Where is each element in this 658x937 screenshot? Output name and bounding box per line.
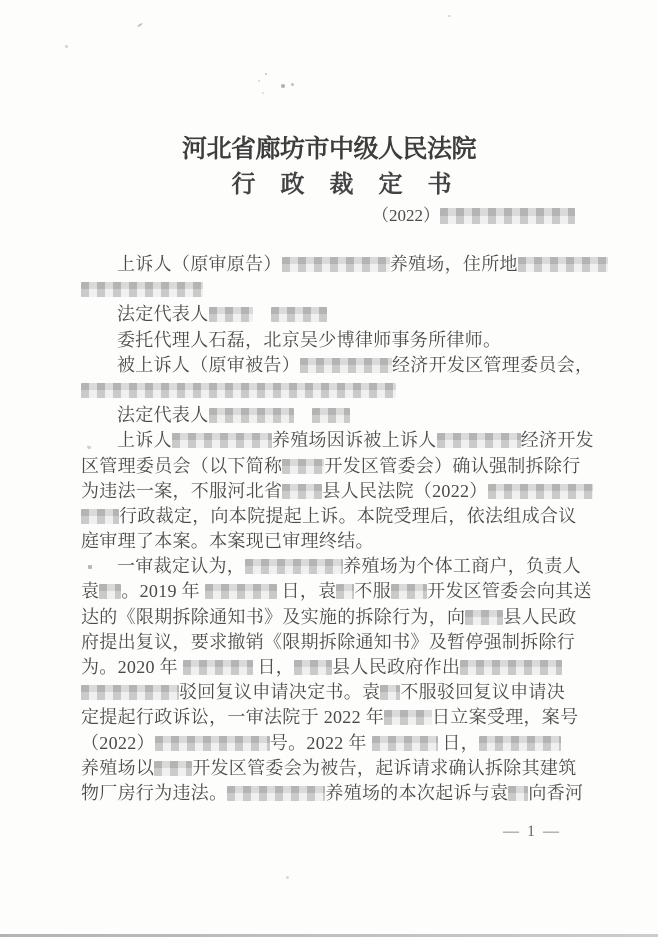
text-segment xyxy=(253,304,271,324)
redaction-block xyxy=(227,786,325,801)
text-segment: 日， xyxy=(437,732,479,753)
document-line xyxy=(81,554,581,579)
redaction-block xyxy=(282,257,390,272)
redaction-block xyxy=(81,282,203,297)
redaction-block xyxy=(508,786,528,801)
redaction-block xyxy=(479,736,561,751)
redaction-block xyxy=(81,685,179,700)
text-segment: 号。2022 年 xyxy=(269,732,372,753)
text-segment: 日立案受理，案号 xyxy=(432,707,579,728)
text-segment: 行政裁定，向本院提起上诉。本院受理后，依法组成合议 xyxy=(119,505,577,526)
text-segment: 县人民政 xyxy=(503,606,577,627)
document-line xyxy=(81,454,581,479)
text-segment: 驳回复议申请决定书。袁 xyxy=(179,682,381,703)
text-segment: 委托代理人石磊，北京吴少博律师事务所律师。 xyxy=(117,329,502,350)
text-segment: 区管理委员会（以下简称 xyxy=(81,455,283,476)
document-line xyxy=(81,731,581,756)
scan-artifact xyxy=(88,565,92,569)
redaction-block xyxy=(154,761,192,776)
text-segment: 县人民法院（2022） xyxy=(322,480,488,501)
redaction-block xyxy=(380,685,400,700)
scan-artifact xyxy=(65,45,68,48)
document-line xyxy=(81,579,592,604)
redaction-block xyxy=(172,433,272,448)
text-segment: 为违法一案，不服河北省 xyxy=(81,480,283,501)
redaction-block xyxy=(183,660,253,675)
redaction-block xyxy=(488,484,593,499)
document-line xyxy=(81,428,594,453)
document-line xyxy=(81,680,581,705)
text-segment: 为。2020 年 xyxy=(81,657,183,677)
text-segment: （2022） xyxy=(81,732,155,753)
text-segment: 向香河 xyxy=(528,782,584,803)
text-segment: 日， xyxy=(252,657,295,677)
scan-artifact xyxy=(286,876,289,879)
document-line xyxy=(81,302,581,327)
redaction-block xyxy=(465,610,503,625)
text-segment: 经济开发区管理委员会， xyxy=(392,354,594,375)
text-segment: 法定代表人 xyxy=(117,304,209,325)
text-segment: 养殖场以 xyxy=(81,757,155,778)
scan-artifact xyxy=(258,80,260,82)
redaction-block xyxy=(205,584,277,599)
document-line xyxy=(81,353,594,378)
redaction-block xyxy=(372,736,438,751)
redaction-block xyxy=(245,559,343,574)
redaction-block xyxy=(384,710,432,725)
redaction-block xyxy=(518,257,608,272)
text-segment: 一审裁定认为， xyxy=(117,556,246,577)
text-segment: 日，袁 xyxy=(276,581,337,602)
court-name-title: 河北省廊坊市中级人民法院 xyxy=(181,136,476,163)
redaction-block xyxy=(294,660,332,675)
scan-artifact xyxy=(291,83,294,86)
page-number: — 1 — xyxy=(503,823,561,840)
scan-artifact xyxy=(265,73,267,75)
scan-artifact xyxy=(448,15,451,17)
document-line xyxy=(81,479,581,504)
text-segment: 不服驳回复议申请决 xyxy=(400,682,566,703)
redaction-block xyxy=(271,307,327,322)
text-segment: 府提出复议，要求撤销《限期拆除通知书》及暂停强制拆除行 xyxy=(81,631,576,652)
scan-artifact xyxy=(262,92,264,94)
text-segment: 不服 xyxy=(354,581,392,602)
document-line xyxy=(81,655,581,680)
redaction-block xyxy=(81,383,396,398)
text-segment: 上诉人（原审原告） xyxy=(117,254,282,274)
text-segment: 定提起行政诉讼，一审法院于 2022 年 xyxy=(81,707,384,728)
document-line xyxy=(81,605,581,630)
document-line xyxy=(81,328,581,353)
text-segment: 养殖场的本次起诉与袁 xyxy=(325,782,509,803)
redaction-block xyxy=(209,408,294,423)
redaction-block xyxy=(336,584,354,599)
document-body xyxy=(81,252,594,806)
text-segment: 达的《限期拆除通知书》及实施的拆除行为，向 xyxy=(81,606,466,627)
redaction-block xyxy=(209,307,253,322)
text-segment: 上诉人 xyxy=(117,430,172,451)
text-segment: 开发区管委会）确认强制拆除行 xyxy=(324,455,581,476)
redaction-block xyxy=(440,208,575,224)
document-line xyxy=(81,504,581,529)
text-segment xyxy=(294,405,312,425)
redaction-block xyxy=(437,433,521,448)
redaction-block xyxy=(155,736,270,751)
document-line xyxy=(81,630,581,655)
redaction-block xyxy=(282,459,324,474)
redaction-block xyxy=(391,584,427,599)
text-segment: 袁 xyxy=(81,581,100,602)
text-segment: 养殖场因诉被上诉人 xyxy=(271,430,437,451)
document-line xyxy=(81,529,581,554)
text-segment: 法定代表人 xyxy=(117,405,209,426)
text-segment: 被上诉人（原审被告） xyxy=(117,354,300,375)
redaction-block xyxy=(300,358,392,373)
scan-artifact xyxy=(137,22,143,27)
text-segment: 县人民政府作出 xyxy=(332,657,461,677)
case-number-line xyxy=(372,201,575,226)
text-segment: 庭审理了本案。本案现已审理终结。 xyxy=(81,531,374,552)
text-segment: 经济开发 xyxy=(520,430,594,451)
redaction-block xyxy=(460,660,562,675)
document-line xyxy=(81,756,581,781)
text-segment: 开发区管委会向其送 xyxy=(427,581,592,602)
scan-artifact xyxy=(281,84,285,88)
document-line xyxy=(81,781,584,806)
redaction-block xyxy=(81,509,119,524)
case-number-prefix: （2022） xyxy=(372,206,440,225)
redaction-block xyxy=(282,484,322,499)
document-line xyxy=(81,277,581,302)
redaction-block xyxy=(312,408,350,423)
document-line xyxy=(81,378,581,403)
text-segment: 养殖场为个体工商户，负责人 xyxy=(343,556,582,577)
document-line xyxy=(81,252,581,277)
text-segment: 。2019 年 xyxy=(121,581,205,602)
redaction-block xyxy=(99,584,121,599)
doc-type-title: 行政裁定书 xyxy=(231,172,477,198)
text-segment: 开发区管委会为被告，起诉请求确认拆除其建筑 xyxy=(192,757,577,778)
text-segment: 物厂房行为违法。 xyxy=(81,782,228,803)
text-segment: 养殖场，住所地 xyxy=(389,254,518,274)
document-line xyxy=(81,403,581,428)
document-line xyxy=(81,705,581,730)
